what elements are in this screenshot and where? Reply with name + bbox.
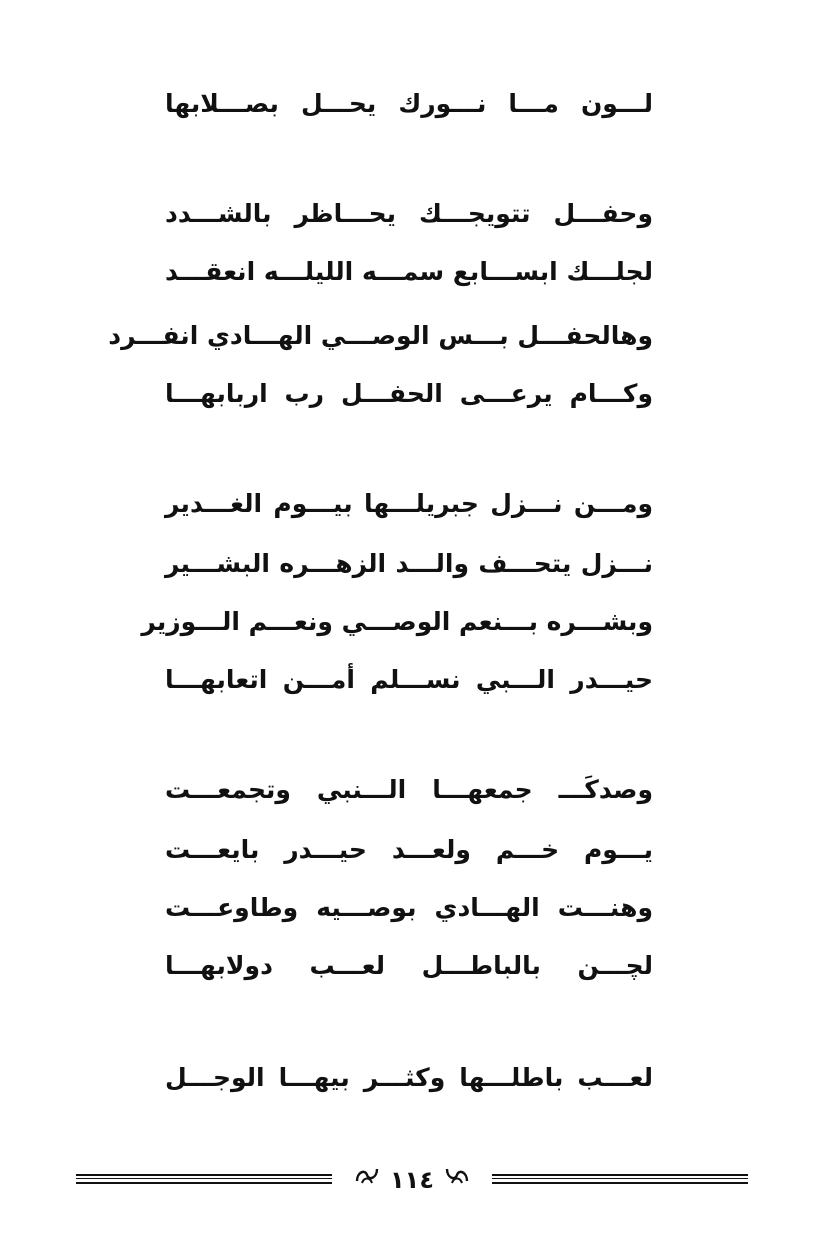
poem-line-1: لـــون مـــا نـــورك يحـــل بصـــلابها	[165, 89, 653, 118]
ornament-right-icon	[444, 1160, 470, 1200]
poem-line-11: يـــوم خـــم ولعـــد حيـــدر بايعـــت	[165, 835, 653, 864]
poem-line-12: وهنـــت الهـــادي بوصـــيه وطاوعـــت	[165, 893, 653, 922]
page-number: ١١٤	[390, 1166, 434, 1194]
poem-line-2: وحفـــل تتويجـــك يحـــاظر بالشـــدد	[165, 199, 653, 228]
footer-rule-left	[76, 1174, 332, 1184]
poem-line-9: حيـــدر الـــبي نســـلم أمـــن اتعابهـــا	[165, 665, 653, 694]
poem-line-13: لچـــن بالباطـــل لعـــب دولابهـــا	[165, 951, 653, 980]
poem-line-4: وهالحفـــل بـــس الوصـــي الهـــادي انفـــرد	[108, 321, 653, 350]
poem-line-7: نـــزل يتحـــف والـــد الزهـــره البشـــير	[165, 549, 653, 578]
footer-rule-right	[492, 1174, 748, 1184]
poem-line-14: لعـــب باطلـــها وكثـــر بيهـــا الوجـــل	[165, 1063, 653, 1092]
poem-line-3: لجلـــك ابســـابع سمـــه الليلـــه انعقـــد	[165, 257, 653, 286]
ornament-left-icon	[354, 1160, 380, 1200]
poem-line-8: وبشـــره بـــنعم الوصـــي ونعـــم الـــوزير	[141, 607, 653, 636]
poem-line-6: ومـــن نـــزل جبريلـــها بيـــوم الغـــدير	[165, 489, 653, 518]
page-footer	[0, 1160, 824, 1200]
poem-line-5: وكـــام يرعـــى الحفـــل رب اربابهـــا	[165, 379, 653, 408]
page-number-group	[342, 1160, 482, 1200]
poem-line-10: وصدكَـــ جمعهـــا الـــنبي وتجمعـــت	[165, 775, 653, 804]
